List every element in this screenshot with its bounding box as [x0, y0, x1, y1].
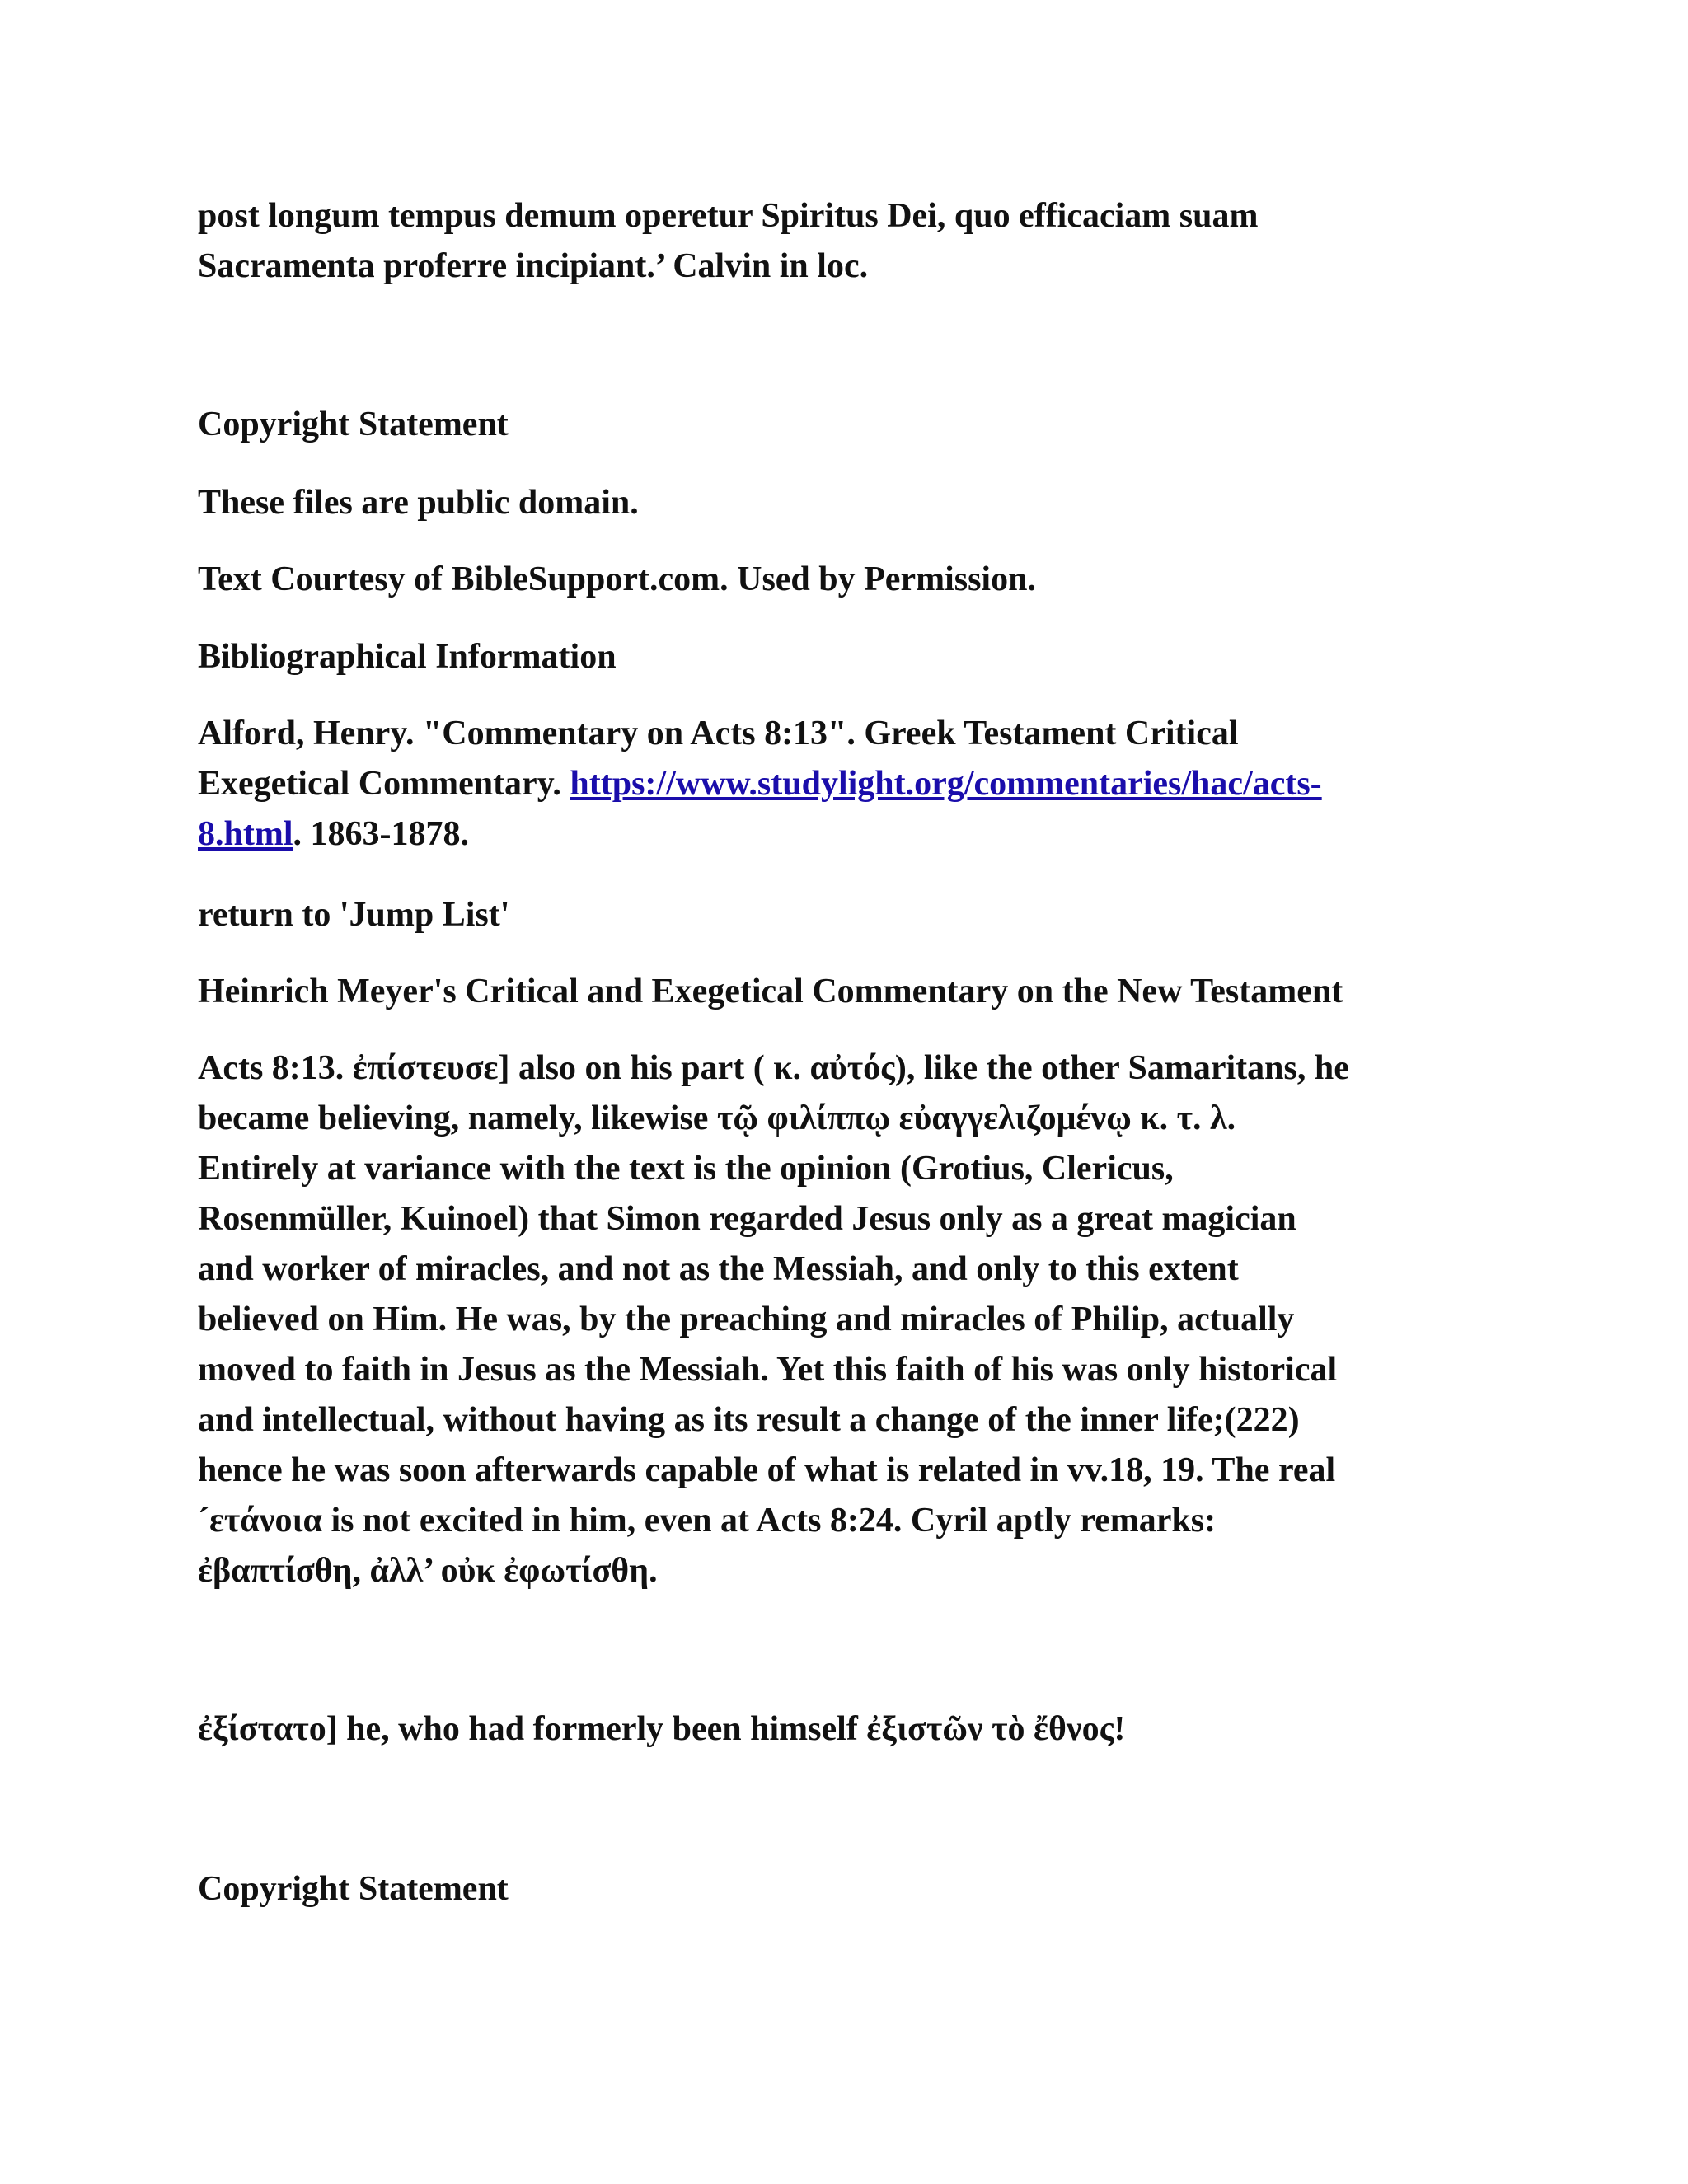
- citation-prefix: Exegetical Commentary.: [198, 765, 570, 803]
- paragraph-line: and worker of miracles, and not as the Messiah, and only to this extent: [198, 1250, 1239, 1288]
- citation-line-2: [198, 759, 1484, 809]
- intro-line-2: Sacramenta proferre incipiant.’ Calvin in loc.: [198, 247, 869, 285]
- meyer-second-paragraph: ἐξίστατο] he, who had formerly been himself ἐξιστῶν τὸ ἔθνος!: [198, 1710, 1126, 1748]
- citation-url-link-continued[interactable]: 8.html: [198, 815, 293, 853]
- return-to-jump-list-link[interactable]: return to 'Jump List': [198, 896, 510, 934]
- citation-paragraph: [198, 709, 1484, 860]
- intro-paragraph: [198, 191, 1484, 292]
- bibliography-heading: Bibliographical Information: [198, 638, 617, 676]
- copyright-heading-2: Copyright Statement: [198, 1870, 509, 1908]
- citation-line-1: Alford, Henry. "Commentary on Acts 8:13". Greek Testament Critical: [198, 715, 1239, 752]
- paragraph-line: became believing, namely, likewise τῷ φιλίππῳ εὐαγγελιζομένῳ κ. τ. λ.: [198, 1099, 1236, 1137]
- paragraph-line: and intellectual, without having as its result a change of the inner life;(222): [198, 1401, 1300, 1439]
- paragraph-line: hence he was soon afterwards capable of what is related in vv.18, 19. The real: [198, 1451, 1336, 1489]
- paragraph-line: ἐβαπτίσθη, ἀλλ’ οὐκ ἐφωτίσθη.: [198, 1552, 658, 1590]
- paragraph-line: ´ετάνοια is not excited in him, even at Acts 8:24. Cyril aptly remarks:: [198, 1502, 1217, 1540]
- paragraph-line: Acts 8:13. ἐπίστευσε] also on his part ( κ. αὐτός), like the other Samaritans, he: [198, 1049, 1349, 1087]
- intro-line-1: post longum tempus demum operetur Spiritus Dei, quo efficaciam suam: [198, 197, 1259, 235]
- public-domain-text: These files are public domain.: [198, 484, 639, 522]
- paragraph-line: moved to faith in Jesus as the Messiah. Yet this faith of his was only historical: [198, 1351, 1338, 1389]
- paragraph-line: Entirely at variance with the text is the opinion (Grotius, Clericus,: [198, 1150, 1174, 1188]
- citation-line-3: [198, 809, 1484, 860]
- citation-url-link[interactable]: https://www.studylight.org/commentaries/hac/acts-: [570, 765, 1322, 803]
- copyright-heading-1: Copyright Statement: [198, 405, 509, 443]
- paragraph-line: believed on Him. He was, by the preaching and miracles of Philip, actually: [198, 1301, 1295, 1338]
- courtesy-text: Text Courtesy of BibleSupport.com. Used by Permission.: [198, 560, 1036, 598]
- paragraph-line: Rosenmüller, Kuinoel) that Simon regarded Jesus only as a great magician: [198, 1200, 1296, 1238]
- citation-years: . 1863-1878.: [293, 815, 469, 853]
- meyer-commentary-heading: Heinrich Meyer's Critical and Exegetical Commentary on the New Testament: [198, 972, 1343, 1010]
- meyer-commentary-paragraph: [198, 1043, 1484, 1596]
